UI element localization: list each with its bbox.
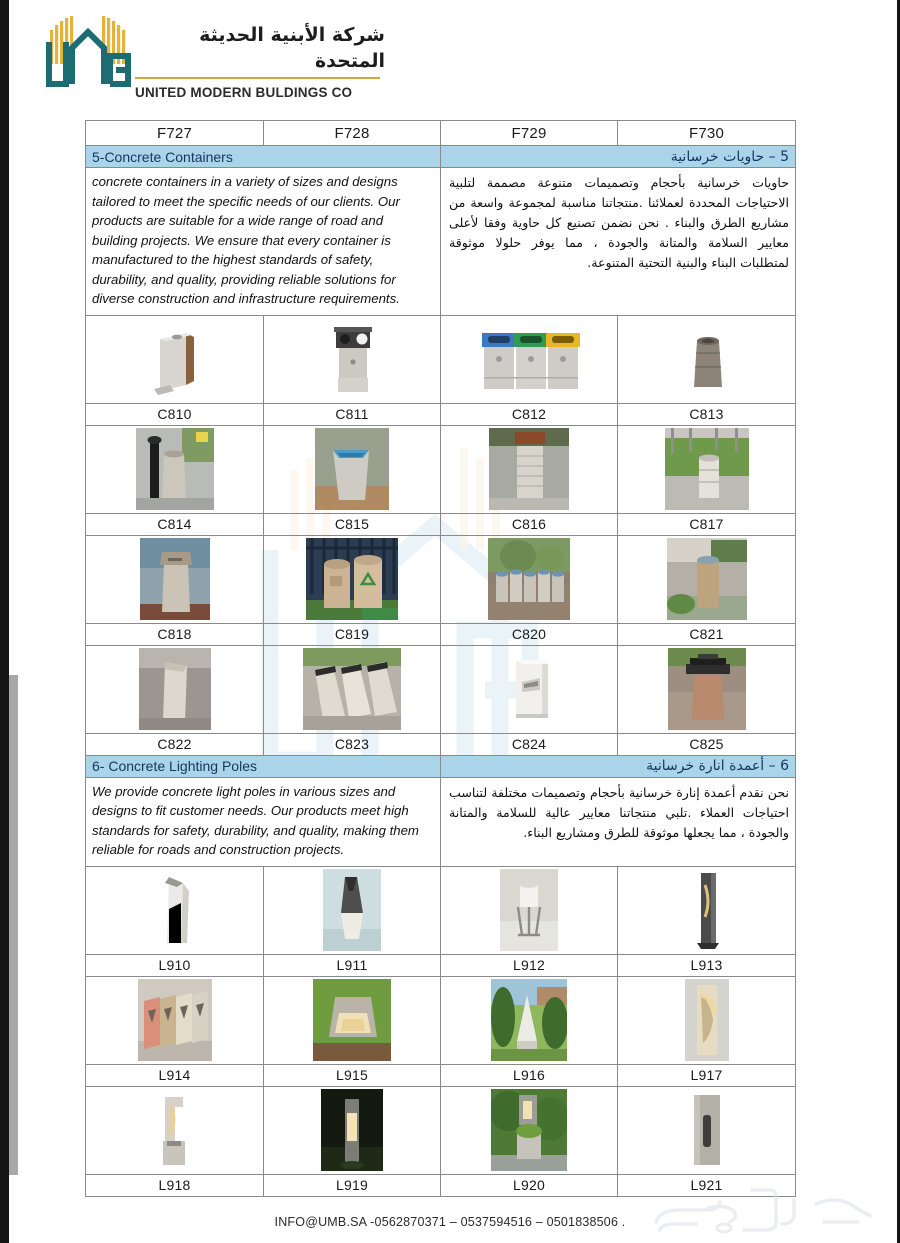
- product-image-cell: [86, 1086, 264, 1174]
- product-image-cell: [618, 976, 796, 1064]
- table-row-images: [86, 866, 796, 954]
- product-code-cell: C812: [441, 403, 618, 425]
- section-title-arabic: 6 – أعمدة انارة خرسانية: [441, 755, 796, 777]
- table-row-codes: [86, 733, 796, 755]
- product-thumbnail-c814: [136, 428, 214, 510]
- product-code-cell: L912: [441, 954, 618, 976]
- product-image-cell: [86, 535, 264, 623]
- product-code-cell: C813: [618, 403, 796, 425]
- document-header: [0, 0, 900, 110]
- product-image-cell: [618, 866, 796, 954]
- product-code-cell: C823: [264, 733, 441, 755]
- product-image-cell: [441, 425, 618, 513]
- section-description-row: [86, 777, 796, 866]
- product-code-cell: C810: [86, 403, 264, 425]
- product-thumbnail-l914: [138, 979, 212, 1061]
- table-row-codes: [86, 954, 796, 976]
- product-image-cell: [86, 645, 264, 733]
- footer-contact-info: INFO@UMB.SA -0562870371 – 0537594516 – 0501838506 .: [274, 1215, 626, 1229]
- product-code-cell: C816: [441, 513, 618, 535]
- product-thumbnail-l915: [313, 979, 391, 1061]
- product-code-cell: F727: [86, 121, 264, 146]
- product-image-cell: [264, 535, 441, 623]
- product-code-cell: L916: [441, 1064, 618, 1086]
- table-row-images: [86, 425, 796, 513]
- table-row-images: [86, 1086, 796, 1174]
- section-description-english: concrete containers in a variety of sizes and designs tailored to meet the specific needs of our clients. Our products are suitable for a wide range of road and building projects. We ensure that every container is manufactured to the highest standards of safety, durability, and quality, providing reliable solutions for diverse construction and infrastructure requirements.: [86, 168, 441, 316]
- table-row-codes: [86, 513, 796, 535]
- product-thumbnail-c820: [488, 538, 570, 620]
- section-description-row: [86, 168, 796, 316]
- vertical-scrollbar-thumb[interactable]: [9, 675, 18, 1175]
- product-thumbnail-l917: [685, 979, 729, 1061]
- product-image-cell: [618, 1086, 796, 1174]
- product-code-cell: C818: [86, 623, 264, 645]
- product-thumbnail-c811: [322, 318, 382, 400]
- viewer-left-edge: [0, 0, 9, 1243]
- product-thumbnail-c812: [470, 319, 588, 399]
- section-description-arabic: حاويات خرسانية بأحجام وتصميمات متنوعة مصممة لتلبية الاحتياجات المحددة لعملائنا .منتجاتنا مناسبة لمجموعة واسعة من مشاريع الطرق والبناء . نحن نضمن تصنيع كل حاوية وفقا لأعلى معايير السلامة والمتانة والجودة ، مما يوفر حلولا موثوقة لمتطلبات البناء والبنية التحتية المتنوعة.: [441, 168, 796, 316]
- product-image-cell: [618, 425, 796, 513]
- product-code-cell: C821: [618, 623, 796, 645]
- product-thumbnail-l916: [491, 979, 567, 1061]
- product-thumbnail-c821: [667, 538, 747, 620]
- product-thumbnail-c813: [677, 319, 737, 399]
- table-row-images: [86, 315, 796, 403]
- table-row-images: [86, 535, 796, 623]
- section-description-english: We provide concrete light poles in various sizes and designs to fit customer needs. Our products meet high standards for safety, durability, and quality, making them reliable for roads and construction projects.: [86, 777, 441, 866]
- product-thumbnail-l920: [491, 1089, 567, 1171]
- product-code-cell: F729: [441, 121, 618, 146]
- product-image-cell: [264, 866, 441, 954]
- product-image-cell: [264, 425, 441, 513]
- product-code-cell: L911: [264, 954, 441, 976]
- product-code-cell: L917: [618, 1064, 796, 1086]
- brand-divider: [135, 77, 380, 79]
- product-thumbnail-c822: [139, 648, 211, 730]
- product-code-cell: L918: [86, 1174, 264, 1196]
- product-thumbnail-c819: [306, 538, 398, 620]
- product-image-cell: [264, 315, 441, 403]
- product-code-cell: F728: [264, 121, 441, 146]
- product-code-cell: C817: [618, 513, 796, 535]
- product-image-cell: [618, 535, 796, 623]
- product-thumbnail-l919: [321, 1089, 383, 1171]
- product-image-cell: [86, 976, 264, 1064]
- product-thumbnail-l913: [687, 869, 727, 951]
- product-thumbnail-c816: [489, 428, 569, 510]
- product-image-cell: [441, 645, 618, 733]
- product-image-cell: [441, 535, 618, 623]
- product-image-cell: [264, 645, 441, 733]
- umb-logo-icon: [36, 12, 142, 92]
- product-thumbnail-c817: [665, 428, 749, 510]
- table-row-images: [86, 645, 796, 733]
- product-code-cell: C825: [618, 733, 796, 755]
- product-thumbnail-c818: [140, 538, 210, 620]
- product-code-cell: C815: [264, 513, 441, 535]
- product-code-cell: F730: [618, 121, 796, 146]
- product-thumbnail-l918: [151, 1089, 199, 1171]
- table-row-codes: [86, 623, 796, 645]
- brand-name-arabic: شركة الأبنية الحديثة المتحدة: [199, 24, 385, 72]
- product-thumbnail-l921: [684, 1089, 730, 1171]
- product-image-cell: [618, 315, 796, 403]
- product-image-cell: [86, 315, 264, 403]
- product-thumbnail-c823: [303, 648, 401, 730]
- product-image-cell: [618, 645, 796, 733]
- product-code-cell: L921: [618, 1174, 796, 1196]
- section-title-english: 6- Concrete Lighting Poles: [86, 755, 441, 777]
- product-code-cell: L913: [618, 954, 796, 976]
- product-thumbnail-c810: [140, 319, 210, 399]
- product-code-cell: C822: [86, 733, 264, 755]
- product-image-cell: [441, 1086, 618, 1174]
- product-code-cell: L919: [264, 1174, 441, 1196]
- product-code-cell: C819: [264, 623, 441, 645]
- table-row-codes: [86, 403, 796, 425]
- product-image-cell: [441, 315, 618, 403]
- section-title-english: 5-Concrete Containers: [86, 146, 441, 168]
- section-description-arabic: نحن نقدم أعمدة إنارة خرسانية بأحجام وتصميمات مختلفة لتناسب احتياجات العملاء .تلبي منتجاتنا معايير عالية للسلامة والمتانة والجودة ، مما يجعلها موثوقة للطرق ومشاريع البناء.: [441, 777, 796, 866]
- product-thumbnail-l912: [500, 869, 558, 951]
- product-image-cell: [264, 1086, 441, 1174]
- product-code-cell: L920: [441, 1174, 618, 1196]
- product-code-cell: L915: [264, 1064, 441, 1086]
- product-code-cell: L910: [86, 954, 264, 976]
- product-thumbnail-l911: [323, 869, 381, 951]
- product-image-cell: [86, 425, 264, 513]
- product-catalog-table: [85, 120, 796, 1197]
- section-header-concrete-containers: [86, 146, 796, 168]
- product-image-cell: [86, 866, 264, 954]
- product-thumbnail-c815: [315, 428, 389, 510]
- table-row-images: [86, 976, 796, 1064]
- product-thumbnail-l910: [147, 869, 203, 951]
- product-code-cell: C814: [86, 513, 264, 535]
- product-thumbnail-c825: [668, 648, 746, 730]
- product-code-cell: L914: [86, 1064, 264, 1086]
- table-row-top-codes: [86, 121, 796, 146]
- product-code-cell: C811: [264, 403, 441, 425]
- brand-name-english: UNITED MODERN BULDINGS CO: [135, 85, 353, 100]
- table-row-codes: [86, 1174, 796, 1196]
- product-image-cell: [441, 976, 618, 1064]
- product-image-cell: [441, 866, 618, 954]
- section-title-arabic: 5 – حاويات خرسانية: [441, 146, 796, 168]
- table-row-codes: [86, 1064, 796, 1086]
- product-thumbnail-c824: [498, 648, 560, 730]
- product-code-cell: C820: [441, 623, 618, 645]
- brand-block: [135, 22, 385, 100]
- product-code-cell: C824: [441, 733, 618, 755]
- product-image-cell: [264, 976, 441, 1064]
- section-header-concrete-lighting-poles: [86, 755, 796, 777]
